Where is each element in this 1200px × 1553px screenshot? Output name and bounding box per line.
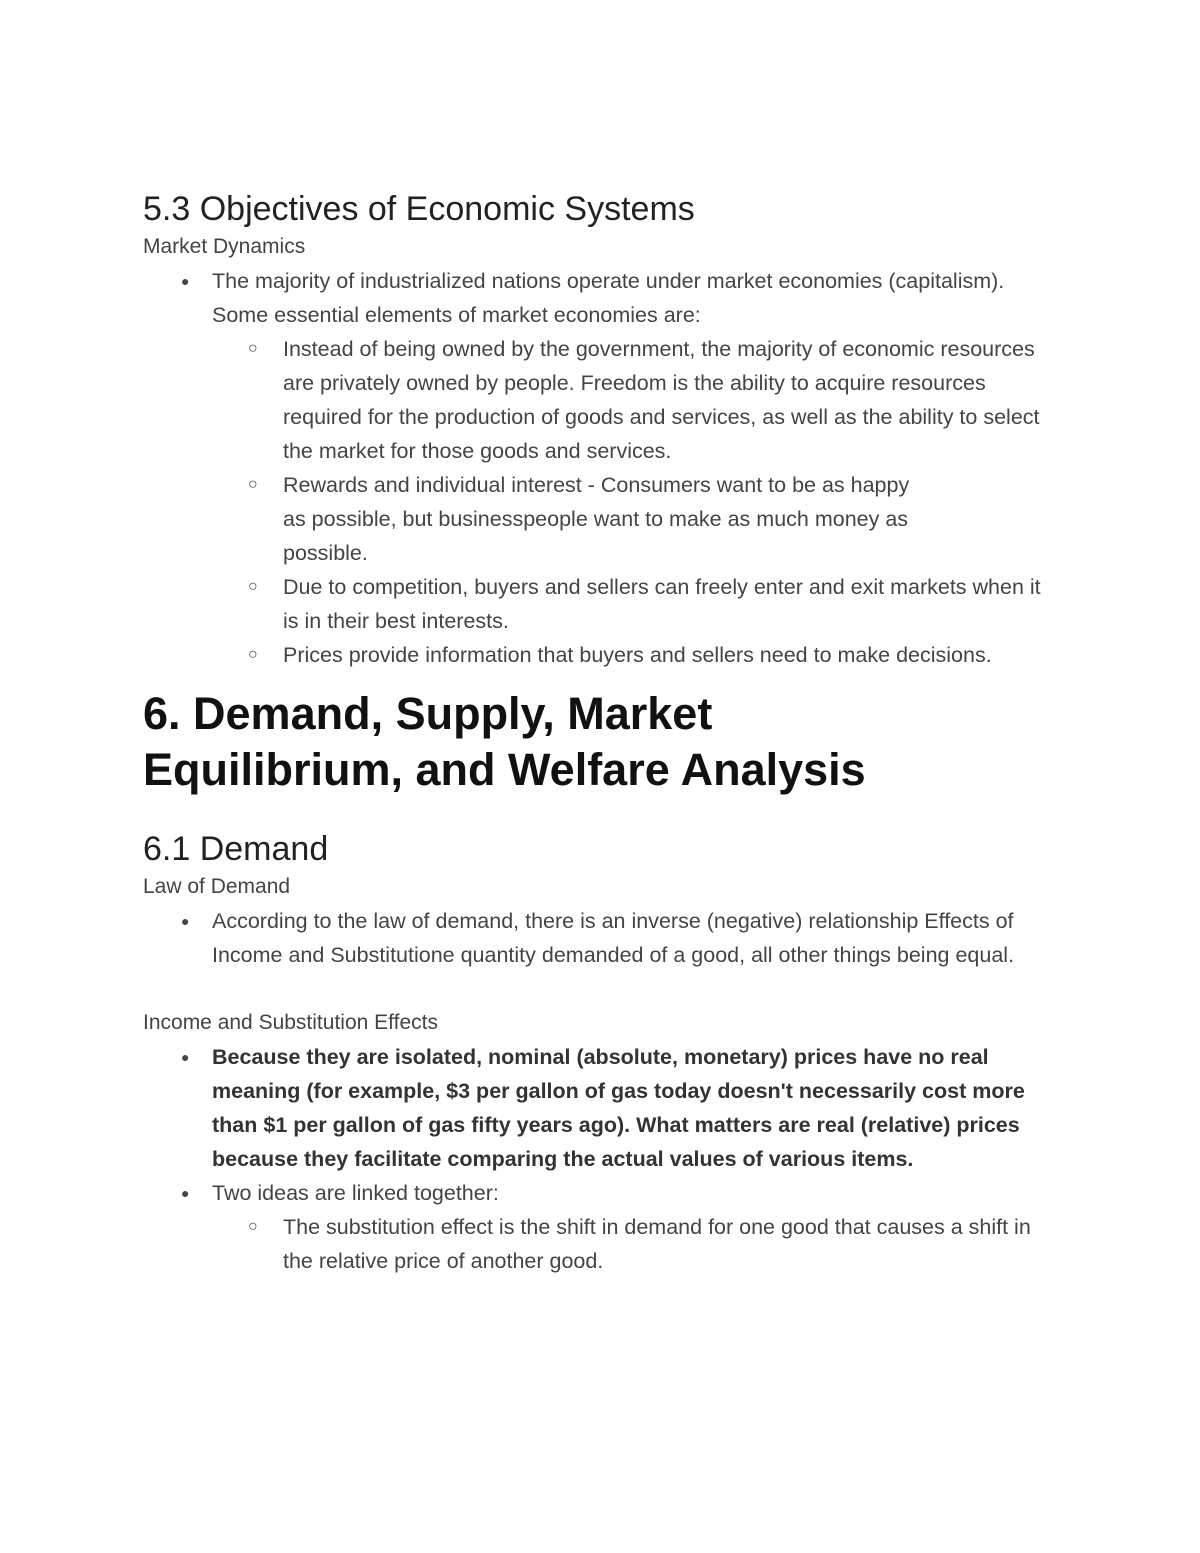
list-item-text: Two ideas are linked together: (212, 1181, 499, 1205)
bullet-dot-icon: ● (181, 1185, 190, 1201)
bullet-dot-icon: ● (181, 1049, 190, 1065)
ideas-sublist (143, 1210, 1043, 1278)
list-item-text: Due to competition, buyers and sellers can freely enter and exit markets when it is in their best interests. (283, 575, 1041, 633)
list-item (143, 638, 1043, 672)
list-item-text: Instead of being owned by the government, the majority of economic resources are privately owned by people. Freedom is the ability to acquire resources required for the production of goods and services, as well as the ability to select the market for those goods and services. (283, 337, 1040, 463)
bullet-dot-icon: ● (181, 913, 190, 929)
market-dynamics-subheading: Market Dynamics (143, 235, 306, 258)
list-item (143, 468, 1043, 570)
section-6-1-heading: 6.1 Demand (143, 830, 329, 868)
list-item (143, 1040, 1043, 1176)
list-item (143, 264, 1043, 672)
list-item-text: According to the law of demand, there is an inverse (negative) relationship Effects of Income and Substitutione quantity demanded of a good, all other things being equal. (212, 909, 1015, 967)
section-5-3-heading: 5.3 Objectives of Economic Systems (143, 190, 695, 228)
market-dynamics-list (143, 264, 1043, 672)
law-of-demand-subheading: Law of Demand (143, 875, 291, 898)
bullet-circle-icon: ○ (248, 476, 258, 493)
list-item-text: The substitution effect is the shift in demand for one good that causes a shift in the relative price of another good. (283, 1215, 1031, 1273)
bullet-circle-icon: ○ (248, 340, 258, 357)
bullet-circle-icon: ○ (248, 646, 258, 663)
law-of-demand-list (143, 904, 1043, 972)
list-item (143, 904, 1043, 972)
list-item-text: Because they are isolated, nominal (absolute, monetary) prices have no real meaning (for example, $3 per gallon of gas today doesn't necessarily cost more than $1 per gallon of gas fifty years ago). What matters are real (relative) prices because they facilitate comparing the actual values of various items. (212, 1045, 1025, 1171)
bullet-circle-icon: ○ (248, 1218, 258, 1235)
list-item (143, 570, 1043, 638)
document-page (143, 188, 1043, 1278)
list-item (143, 1176, 1043, 1278)
market-elements-sublist (143, 332, 1043, 672)
list-item-text: The majority of industrialized nations operate under market economies (capitalism). Some essential elements of market economies are: (212, 269, 1005, 327)
list-item (143, 332, 1043, 468)
bullet-dot-icon: ● (181, 273, 190, 289)
list-item-text: Prices provide information that buyers and sellers need to make decisions. (283, 643, 992, 667)
chapter-6-heading: 6. Demand, Supply, Market Equilibrium, and Welfare Analysis (143, 688, 866, 795)
income-substitution-subheading: Income and Substitution Effects (143, 1011, 438, 1034)
list-item-text: Rewards and individual interest - Consumers want to be as happy as possible, but businesspeople want to make as much money as possible. (283, 473, 910, 565)
income-substitution-list (143, 1040, 1043, 1278)
list-item (143, 1210, 1043, 1278)
bullet-circle-icon: ○ (248, 578, 258, 595)
